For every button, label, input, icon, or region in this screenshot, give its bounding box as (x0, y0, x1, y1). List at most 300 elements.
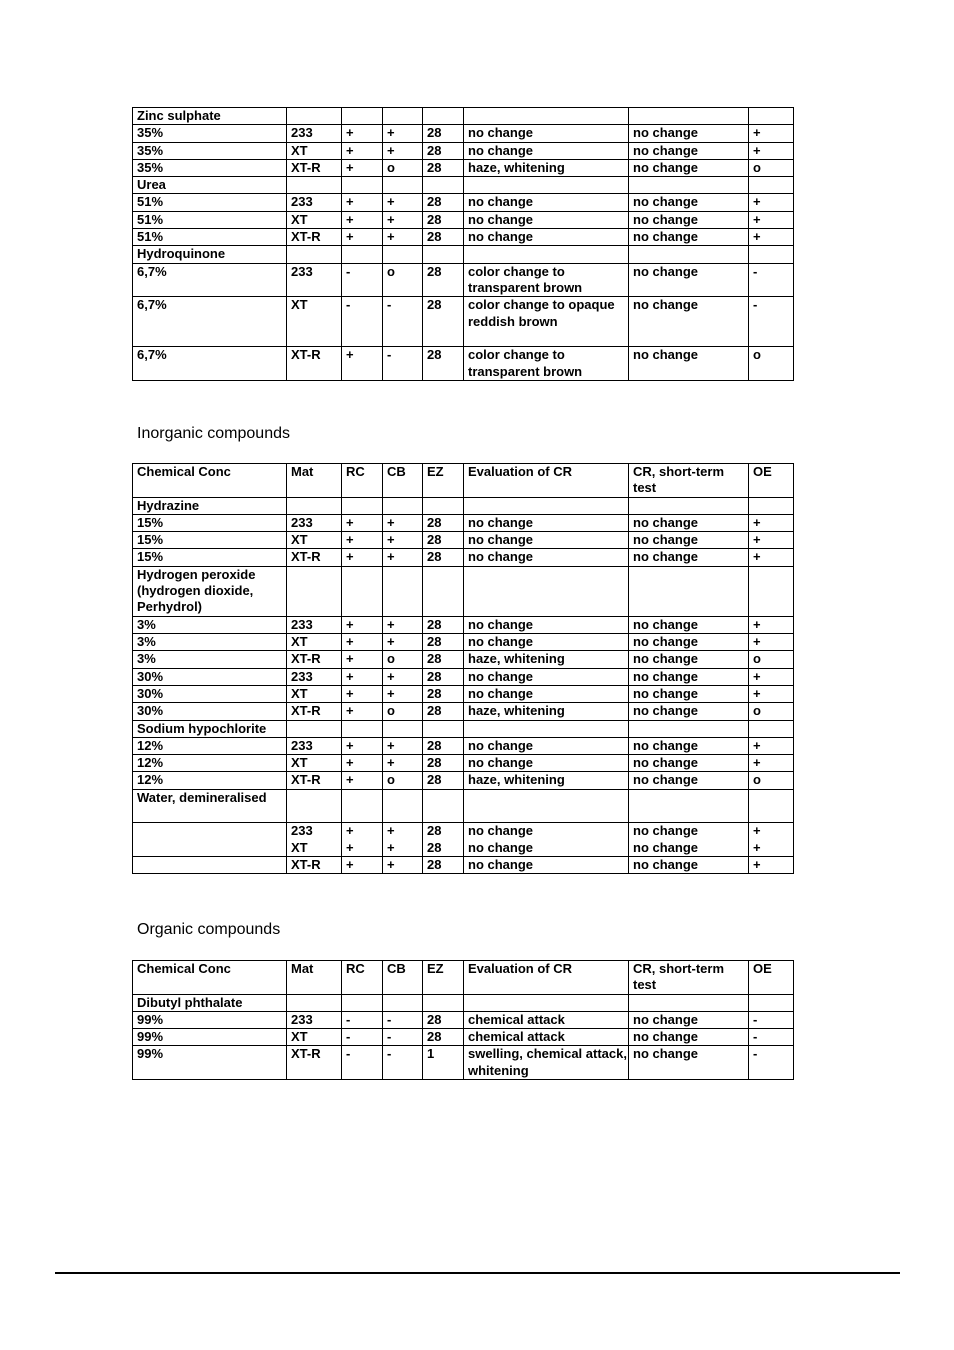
cell-evaluation-of-cr: no change (464, 549, 629, 566)
table-row (133, 108, 794, 125)
table-row (133, 229, 794, 246)
cell-chemical-conc: Chemical Conc (133, 961, 287, 995)
cell-cr-short-term-test: no change (629, 755, 749, 772)
cell-chemical-conc: 35% (133, 125, 287, 142)
cell-ez: 28 (423, 634, 464, 651)
cell-oe: o (749, 651, 794, 668)
cell-chemical-conc: 30% (133, 668, 287, 685)
cell-chemical-conc: 6,7% (133, 347, 287, 381)
cell-ez (423, 497, 464, 514)
cell-rc: + (342, 211, 383, 228)
cell-chemical-conc: 30% (133, 703, 287, 720)
cell-rc: + (342, 347, 383, 381)
cell-chemical-conc: 51% (133, 229, 287, 246)
cell-chemical-conc: 3% (133, 651, 287, 668)
cell-cb: + (383, 514, 423, 531)
cell-chemical-conc: 3% (133, 634, 287, 651)
cell-chemical-conc: 12% (133, 737, 287, 754)
cell-mat (287, 566, 342, 616)
cell-rc: - (342, 1046, 383, 1080)
cell-ez: 28 (423, 703, 464, 720)
cell-mat: XT (287, 1029, 342, 1046)
cell-rc (342, 789, 383, 823)
cell-oe (749, 566, 794, 616)
cell-evaluation-of-cr (464, 497, 629, 514)
cell-cb (383, 789, 423, 823)
cell-cb (383, 108, 423, 125)
cell-cr-short-term-test: CR, short-term test (629, 464, 749, 498)
cell-cr-short-term-test (629, 177, 749, 194)
cell-chemical-conc: 51% (133, 211, 287, 228)
cell-oe: o (749, 703, 794, 720)
cell-oe: + (749, 142, 794, 159)
cell-cr-short-term-test: no change (629, 1011, 749, 1028)
cell-cr-short-term-test (629, 994, 749, 1011)
cell-oe: + (749, 856, 794, 873)
cell-ez: 28 (423, 211, 464, 228)
cell-oe: + (749, 737, 794, 754)
cell-rc: RC (342, 961, 383, 995)
cell-evaluation-of-cr: chemical attack (464, 1011, 629, 1028)
cell-mat: XT-R (287, 229, 342, 246)
cell-cb: - (383, 1029, 423, 1046)
cell-cr-short-term-test: no change (629, 1029, 749, 1046)
cell-ez: 28 (423, 1011, 464, 1028)
cell-cb: + + (383, 823, 423, 857)
cell-cb (383, 720, 423, 737)
cell-mat: XT (287, 685, 342, 702)
cell-evaluation-of-cr: color change to transparent brown (464, 263, 629, 297)
cell-cr-short-term-test: no change (629, 194, 749, 211)
cell-cr-short-term-test: no change (629, 347, 749, 381)
cell-evaluation-of-cr: haze, whitening (464, 703, 629, 720)
cell-chemical-conc: 6,7% (133, 297, 287, 347)
table-row (133, 823, 794, 857)
cell-oe (749, 789, 794, 823)
table-row (133, 194, 794, 211)
cell-mat: 233 (287, 1011, 342, 1028)
cell-evaluation-of-cr: no change (464, 125, 629, 142)
cell-chemical-conc: Urea (133, 177, 287, 194)
cell-cr-short-term-test: no change (629, 142, 749, 159)
cell-oe: + (749, 755, 794, 772)
cell-cr-short-term-test: no change (629, 1046, 749, 1080)
cell-cr-short-term-test: no change (629, 856, 749, 873)
cell-ez: 28 (423, 229, 464, 246)
cell-cb (383, 177, 423, 194)
cell-cr-short-term-test (629, 246, 749, 263)
cell-ez: 28 (423, 263, 464, 297)
cell-evaluation-of-cr: haze, whitening (464, 772, 629, 789)
cell-evaluation-of-cr (464, 789, 629, 823)
cell-chemical-conc: 12% (133, 772, 287, 789)
cell-chemical-conc: 12% (133, 755, 287, 772)
cell-cb: + (383, 737, 423, 754)
table-row (133, 1011, 794, 1028)
cell-oe: o (749, 159, 794, 176)
cell-rc: + (342, 514, 383, 531)
cell-chemical-conc: 51% (133, 194, 287, 211)
cell-mat: 233 (287, 616, 342, 633)
cell-chemical-conc: Water, demineralised (133, 789, 287, 823)
table-row (133, 347, 794, 381)
cell-rc: + (342, 668, 383, 685)
cell-mat: XT-R (287, 549, 342, 566)
cell-ez: 28 (423, 194, 464, 211)
cell-rc (342, 246, 383, 263)
table-row (133, 1029, 794, 1046)
cell-ez: 28 (423, 532, 464, 549)
cell-ez: 28 (423, 755, 464, 772)
table-row (133, 159, 794, 176)
cell-cb: + (383, 532, 423, 549)
cell-chemical-conc: Sodium hypochlorite (133, 720, 287, 737)
cell-cb: o (383, 263, 423, 297)
cell-mat: XT (287, 755, 342, 772)
table-row (133, 789, 794, 823)
cell-cb: CB (383, 464, 423, 498)
cell-chemical-conc: Hydrazine (133, 497, 287, 514)
cell-rc: + (342, 142, 383, 159)
cell-cb (383, 497, 423, 514)
cell-ez: 28 (423, 668, 464, 685)
cell-chemical-conc: Dibutyl phthalate (133, 994, 287, 1011)
table-row (133, 668, 794, 685)
table-row (133, 737, 794, 754)
cell-mat: XT-R (287, 347, 342, 381)
cell-oe: + (749, 211, 794, 228)
cell-mat (287, 497, 342, 514)
cell-chemical-conc: 15% (133, 549, 287, 566)
cell-mat: XT-R (287, 159, 342, 176)
table-row (133, 685, 794, 702)
cell-evaluation-of-cr (464, 720, 629, 737)
table-row (133, 634, 794, 651)
cell-evaluation-of-cr: no change (464, 616, 629, 633)
cell-chemical-conc: Zinc sulphate (133, 108, 287, 125)
cell-cb: + (383, 856, 423, 873)
table-row (133, 755, 794, 772)
cell-mat: 233 XT (287, 823, 342, 857)
cell-rc (342, 720, 383, 737)
cell-evaluation-of-cr: no change (464, 229, 629, 246)
cell-chemical-conc: Hydrogen peroxide (hydrogen dioxide, Perhydrol) (133, 566, 287, 616)
cell-ez: 28 (423, 125, 464, 142)
cell-ez: 28 (423, 549, 464, 566)
cell-cb: CB (383, 961, 423, 995)
cell-cr-short-term-test: CR, short-term test (629, 961, 749, 995)
table-row (133, 616, 794, 633)
cell-cr-short-term-test: no change (629, 737, 749, 754)
cell-ez: 28 (423, 1029, 464, 1046)
cell-cr-short-term-test (629, 789, 749, 823)
cell-rc: + (342, 194, 383, 211)
zinc-urea-hydroquinone-table (132, 107, 794, 381)
cell-cr-short-term-test: no change (629, 263, 749, 297)
cell-chemical-conc: Hydroquinone (133, 246, 287, 263)
cell-cb (383, 246, 423, 263)
cell-evaluation-of-cr: haze, whitening (464, 651, 629, 668)
cell-rc: + (342, 651, 383, 668)
cell-oe: - (749, 1011, 794, 1028)
cell-mat (287, 994, 342, 1011)
cell-mat (287, 720, 342, 737)
table-row (133, 703, 794, 720)
cell-cr-short-term-test: no change (629, 532, 749, 549)
cell-ez: 28 (423, 514, 464, 531)
cell-cb (383, 994, 423, 1011)
cell-oe: + (749, 616, 794, 633)
cell-chemical-conc: 99% (133, 1046, 287, 1080)
cell-cb (383, 566, 423, 616)
cell-evaluation-of-cr: no change (464, 856, 629, 873)
cell-rc: + (342, 229, 383, 246)
table-row (133, 246, 794, 263)
table-row (133, 464, 794, 498)
cell-cr-short-term-test: no change (629, 685, 749, 702)
cell-rc: RC (342, 464, 383, 498)
cell-ez: 28 (423, 616, 464, 633)
cell-evaluation-of-cr: no change (464, 194, 629, 211)
table-row (133, 297, 794, 347)
cell-ez: EZ (423, 961, 464, 995)
cell-chemical-conc: 99% (133, 1029, 287, 1046)
cell-rc (342, 497, 383, 514)
cell-evaluation-of-cr (464, 566, 629, 616)
cell-evaluation-of-cr: haze, whitening (464, 159, 629, 176)
cell-oe: + (749, 514, 794, 531)
cell-mat: XT (287, 634, 342, 651)
cell-ez (423, 177, 464, 194)
cell-oe (749, 246, 794, 263)
cell-ez: 1 (423, 1046, 464, 1080)
cell-oe (749, 497, 794, 514)
cell-rc (342, 994, 383, 1011)
cell-cb: + (383, 549, 423, 566)
cell-evaluation-of-cr (464, 177, 629, 194)
cell-ez: 28 (423, 685, 464, 702)
cell-cr-short-term-test: no change (629, 159, 749, 176)
cell-cb: o (383, 159, 423, 176)
section-title-inorganic: Inorganic compounds (137, 425, 290, 442)
cell-cb: + (383, 668, 423, 685)
cell-oe: + (749, 532, 794, 549)
cell-oe: + + (749, 823, 794, 857)
cell-evaluation-of-cr: no change (464, 634, 629, 651)
cell-mat: XT-R (287, 856, 342, 873)
cell-cb: + (383, 634, 423, 651)
section-title-organic: Organic compounds (137, 921, 281, 938)
cell-evaluation-of-cr: no change (464, 211, 629, 228)
cell-evaluation-of-cr: Evaluation of CR (464, 464, 629, 498)
cell-oe (749, 994, 794, 1011)
cell-rc: - (342, 263, 383, 297)
cell-ez (423, 789, 464, 823)
cell-cr-short-term-test: no change (629, 297, 749, 347)
cell-rc: + (342, 772, 383, 789)
cell-cb: + (383, 125, 423, 142)
table-row (133, 263, 794, 297)
cell-chemical-conc: 35% (133, 159, 287, 176)
cell-oe: - (749, 1029, 794, 1046)
cell-rc: + + (342, 823, 383, 857)
cell-chemical-conc: Chemical Conc (133, 464, 287, 498)
cell-evaluation-of-cr: no change (464, 755, 629, 772)
cell-oe: - (749, 297, 794, 347)
cell-oe: o (749, 772, 794, 789)
cell-ez (423, 994, 464, 1011)
cell-cr-short-term-test (629, 720, 749, 737)
cell-cb: + (383, 211, 423, 228)
cell-chemical-conc: 15% (133, 532, 287, 549)
cell-rc: - (342, 1029, 383, 1046)
cell-evaluation-of-cr: no change (464, 737, 629, 754)
cell-cr-short-term-test: no change (629, 211, 749, 228)
cell-rc: + (342, 634, 383, 651)
table-row (133, 856, 794, 873)
cell-cr-short-term-test (629, 497, 749, 514)
cell-mat: XT-R (287, 651, 342, 668)
cell-mat: 233 (287, 194, 342, 211)
table-row (133, 994, 794, 1011)
cell-oe: + (749, 668, 794, 685)
cell-cr-short-term-test: no change (629, 229, 749, 246)
cell-mat (287, 177, 342, 194)
cell-chemical-conc: 15% (133, 514, 287, 531)
cell-chemical-conc: 35% (133, 142, 287, 159)
cell-evaluation-of-cr: no change (464, 532, 629, 549)
cell-rc: + (342, 856, 383, 873)
cell-mat (287, 108, 342, 125)
cell-mat: XT-R (287, 1046, 342, 1080)
cell-oe (749, 177, 794, 194)
cell-evaluation-of-cr: Evaluation of CR (464, 961, 629, 995)
cell-mat: XT-R (287, 772, 342, 789)
cell-ez: 28 (423, 737, 464, 754)
cell-oe (749, 720, 794, 737)
cell-rc (342, 566, 383, 616)
cell-chemical-conc: 6,7% (133, 263, 287, 297)
cell-cr-short-term-test: no change (629, 703, 749, 720)
cell-cr-short-term-test (629, 566, 749, 616)
cell-cb: o (383, 651, 423, 668)
cell-evaluation-of-cr: no change no change (464, 823, 629, 857)
cell-chemical-conc (133, 823, 287, 857)
cell-mat: XT (287, 211, 342, 228)
footer-rule (55, 1272, 900, 1274)
cell-chemical-conc: 30% (133, 685, 287, 702)
cell-ez: 28 (423, 347, 464, 381)
cell-cr-short-term-test: no change (629, 634, 749, 651)
cell-cb: + (383, 685, 423, 702)
cell-ez (423, 720, 464, 737)
table-row (133, 1046, 794, 1080)
cell-rc (342, 108, 383, 125)
cell-mat: 233 (287, 737, 342, 754)
cell-evaluation-of-cr: no change (464, 668, 629, 685)
cell-evaluation-of-cr (464, 108, 629, 125)
cell-ez: 28 (423, 772, 464, 789)
cell-cb: + (383, 142, 423, 159)
cell-cr-short-term-test: no change (629, 549, 749, 566)
inorganic-compounds-table (132, 463, 794, 874)
cell-oe: - (749, 263, 794, 297)
cell-evaluation-of-cr: chemical attack (464, 1029, 629, 1046)
cell-mat: 233 (287, 514, 342, 531)
cell-mat: XT (287, 142, 342, 159)
cell-ez (423, 246, 464, 263)
cell-mat: Mat (287, 961, 342, 995)
cell-mat: XT-R (287, 703, 342, 720)
cell-rc: - (342, 297, 383, 347)
cell-rc: - (342, 1011, 383, 1028)
cell-rc: + (342, 532, 383, 549)
cell-rc: + (342, 616, 383, 633)
cell-mat: 233 (287, 668, 342, 685)
cell-mat: Mat (287, 464, 342, 498)
cell-cb: - (383, 1011, 423, 1028)
cell-oe: + (749, 685, 794, 702)
cell-cb: - (383, 347, 423, 381)
cell-cr-short-term-test: no change (629, 668, 749, 685)
cell-cr-short-term-test: no change (629, 651, 749, 668)
cell-cr-short-term-test (629, 108, 749, 125)
cell-mat: 233 (287, 263, 342, 297)
table-row (133, 125, 794, 142)
cell-cb: + (383, 755, 423, 772)
table-row (133, 142, 794, 159)
cell-oe: + (749, 194, 794, 211)
cell-ez: 28 (423, 651, 464, 668)
cell-oe: OE (749, 464, 794, 498)
cell-oe (749, 108, 794, 125)
cell-rc: + (342, 125, 383, 142)
cell-mat: XT (287, 297, 342, 347)
cell-ez: 28 (423, 159, 464, 176)
cell-rc: + (342, 755, 383, 772)
cell-rc: + (342, 159, 383, 176)
cell-ez (423, 566, 464, 616)
cell-cr-short-term-test: no change (629, 616, 749, 633)
cell-evaluation-of-cr: no change (464, 685, 629, 702)
cell-cb: + (383, 229, 423, 246)
cell-cr-short-term-test: no change (629, 125, 749, 142)
table-row (133, 514, 794, 531)
cell-evaluation-of-cr: color change to transparent brown (464, 347, 629, 381)
cell-ez: EZ (423, 464, 464, 498)
cell-chemical-conc (133, 856, 287, 873)
table-row (133, 720, 794, 737)
cell-cr-short-term-test: no change no change (629, 823, 749, 857)
cell-chemical-conc: 3% (133, 616, 287, 633)
cell-chemical-conc: 99% (133, 1011, 287, 1028)
table-row (133, 772, 794, 789)
cell-ez: 28 (423, 142, 464, 159)
table-row (133, 651, 794, 668)
table-row (133, 177, 794, 194)
cell-cr-short-term-test: no change (629, 514, 749, 531)
cell-mat: 233 (287, 125, 342, 142)
table-row (133, 961, 794, 995)
cell-evaluation-of-cr: no change (464, 514, 629, 531)
cell-oe: OE (749, 961, 794, 995)
cell-mat (287, 789, 342, 823)
table-row (133, 497, 794, 514)
table-row (133, 549, 794, 566)
cell-evaluation-of-cr: no change (464, 142, 629, 159)
cell-oe: + (749, 125, 794, 142)
cell-oe: o (749, 347, 794, 381)
